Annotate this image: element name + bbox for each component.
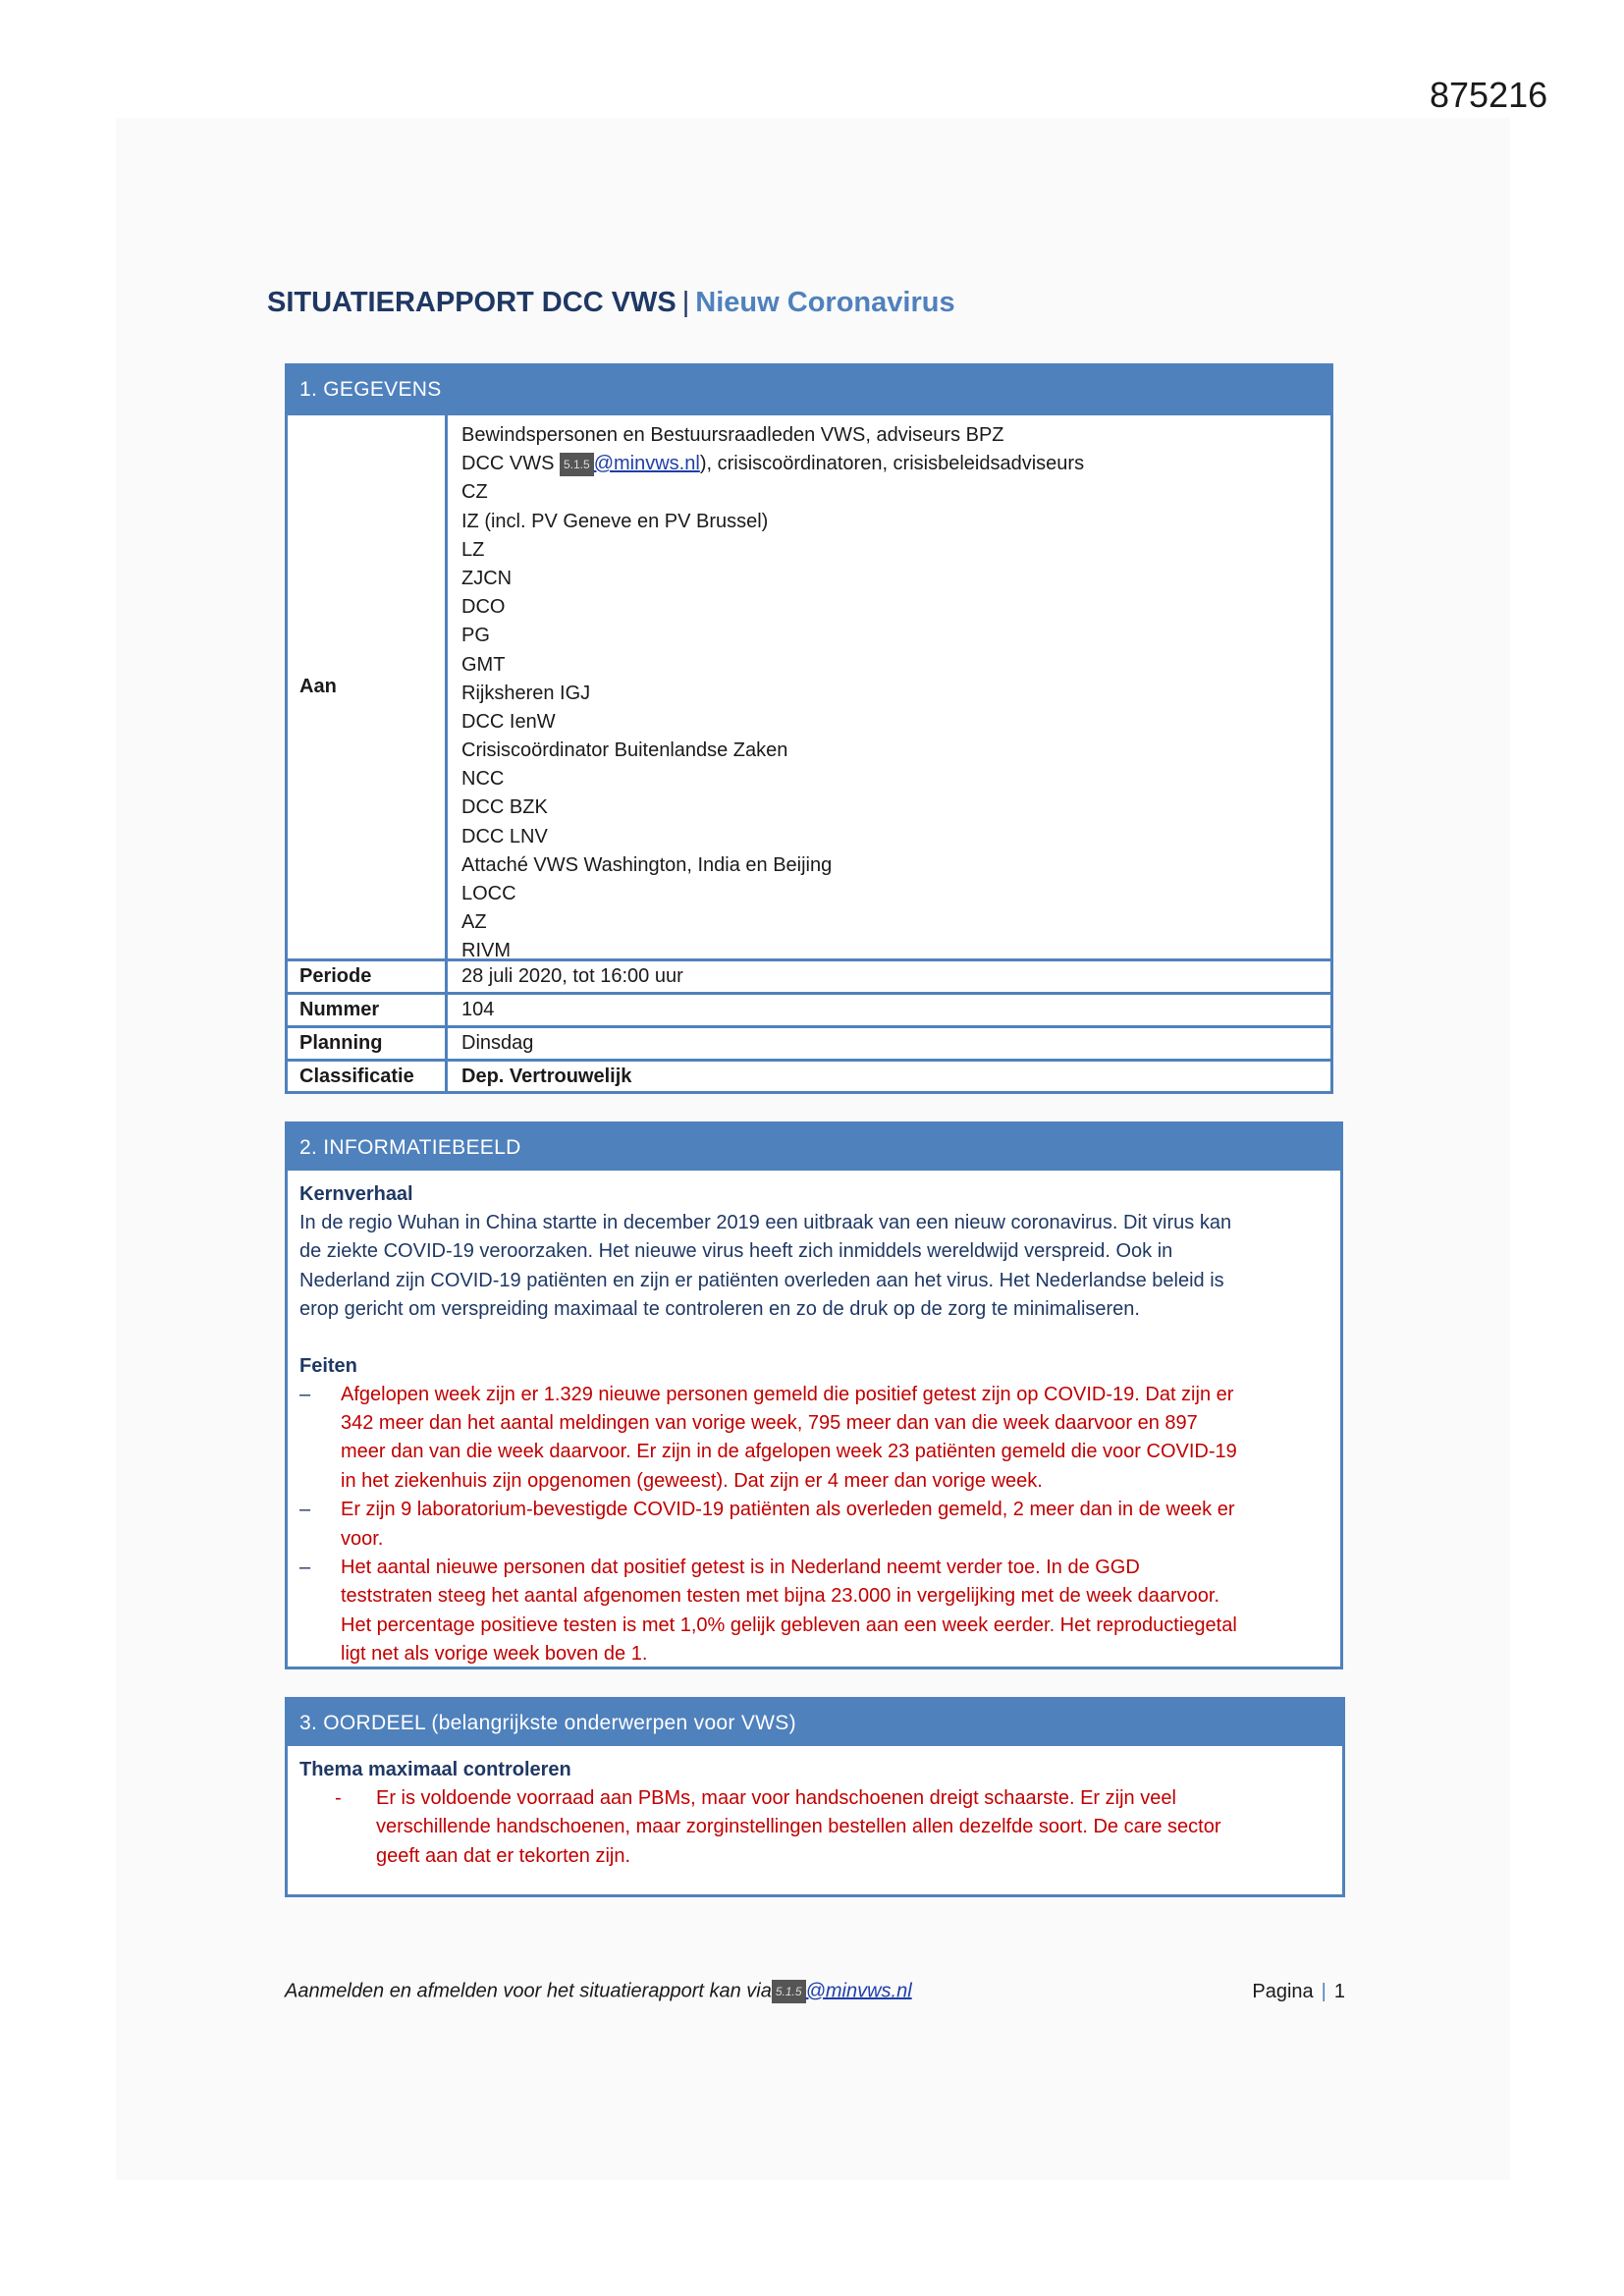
text-line: 342 meer dan het aantal meldingen van vorige week, 795 meer dan van die week daarvoor en 897: [341, 1412, 1198, 1435]
recipient-list: [461, 478, 1330, 965]
oordeel-bullet: [299, 1784, 1330, 1871]
bullet-dash: –: [299, 1499, 311, 1521]
recipient-line: AZ: [461, 911, 487, 934]
recipient-line: LZ: [461, 538, 485, 561]
feiten-heading: Feiten: [299, 1354, 357, 1377]
feiten-bullet: [299, 1381, 1328, 1497]
classificatie-value: Dep. Vertrouwelijk: [461, 1066, 632, 1087]
text-line: Afgelopen week zijn er 1.329 nieuwe personen gemeld die positief getest zijn op COVID-19. Dat zijn er: [341, 1383, 1234, 1405]
redaction-marker: 5.1.5: [560, 453, 594, 476]
kernverhaal-text: [299, 1209, 1328, 1325]
recipient-suffix: ), crisiscoördinatoren, crisisbeleidsadviseurs: [699, 453, 1085, 475]
nummer-label: Nummer: [288, 995, 448, 1025]
document-number: 875216: [1430, 75, 1548, 115]
bullet-dash: –: [299, 1557, 311, 1579]
report-title: [267, 287, 955, 319]
row-periode: [288, 958, 1330, 992]
recipient-line: CZ: [461, 481, 488, 504]
text-line: voor.: [341, 1527, 384, 1550]
planning-label: Planning: [288, 1028, 448, 1059]
classificatie-label: Classificatie: [288, 1062, 448, 1092]
recipient-line: Attaché VWS Washington, India en Beijing: [461, 853, 833, 876]
recipient-line: GMT: [461, 653, 506, 676]
section-oordeel-heading: 3. OORDEEL (belangrijkste onderwerpen voor VWS): [288, 1700, 1342, 1746]
section-informatiebeeld: [285, 1121, 1343, 1669]
recipient-line: RIVM: [461, 940, 511, 962]
section-gegevens-heading: 1. GEGEVENS: [288, 366, 1330, 412]
report-title-sub: Nieuw Coronavirus: [695, 287, 955, 318]
redaction-marker: 5.1.5: [772, 1980, 806, 2003]
recipient-line: LOCC: [461, 883, 516, 904]
kernverhaal-heading: Kernverhaal: [299, 1183, 413, 1205]
report-title-main: SITUATIERAPPORT DCC VWS: [267, 287, 677, 318]
page-label: Pagina: [1252, 1980, 1314, 2002]
footer-email-link[interactable]: @minvws.nl: [805, 1980, 912, 2002]
text-line: Het aantal nieuwe personen dat positief getest is in Nederland neemt verder toe. In de GGD: [341, 1557, 1140, 1579]
page-footer: [285, 1980, 1345, 2003]
text-line: ligt net als vorige week boven de 1.: [341, 1643, 648, 1666]
section-gegevens: [285, 363, 1333, 1094]
text-line: Er is voldoende voorraad aan PBMs, maar voor handschoenen dreigt schaarste. Er zijn veel: [376, 1787, 1176, 1809]
text-line: Het percentage positieve testen is met 1,0% gelijk gebleven aan een week eerder. Het reproductiegetal: [341, 1613, 1237, 1636]
page-number: 1: [1333, 1980, 1345, 2002]
bullet-dash: –: [299, 1383, 311, 1405]
text-line: erop gericht om verspreiding maximaal te controleren en zo de druk op de zorg te minimaliseren.: [299, 1298, 1140, 1321]
page-separator: |: [1321, 1980, 1326, 2002]
thema-heading: Thema maximaal controleren: [299, 1759, 571, 1780]
footer-subscribe-text: [285, 1980, 912, 2003]
aan-recipients: [448, 415, 1330, 962]
recipient-prefix: DCC VWS: [461, 453, 560, 475]
recipient-line-dcc-vws: [461, 450, 1330, 478]
text-line: Nederland zijn COVID-19 patiënten en zijn er patiënten overleden aan het virus. Het Nederlandse beleid is: [299, 1269, 1224, 1291]
section-oordeel: [285, 1697, 1345, 1897]
recipient-line: DCO: [461, 596, 506, 619]
row-planning: [288, 1025, 1330, 1059]
periode-value: 28 juli 2020, tot 16:00 uur: [461, 965, 683, 987]
text-line: Er zijn 9 laboratorium-bevestigde COVID-19 patiënten als overleden gemeld, 2 meer dan in de week er: [341, 1499, 1235, 1521]
recipient-line: NCC: [461, 768, 505, 791]
text-line: teststraten steeg het aantal afgenomen testen met bijna 23.000 in vergelijking met de week daarvoor.: [341, 1585, 1219, 1608]
feiten-bullet: [299, 1554, 1328, 1669]
row-nummer: [288, 992, 1330, 1025]
recipient-line: ZJCN: [461, 567, 513, 589]
section-informatiebeeld-heading: 2. INFORMATIEBEELD: [288, 1124, 1340, 1171]
feiten-bullet: [299, 1496, 1328, 1554]
recipient-line: Rijksheren IGJ: [461, 682, 591, 704]
aan-label: Aan: [288, 415, 448, 958]
text-line: geeft aan dat er tekorten zijn.: [376, 1844, 631, 1867]
email-link[interactable]: @minvws.nl: [593, 453, 700, 475]
planning-value: Dinsdag: [461, 1032, 534, 1054]
recipient-line: PG: [461, 625, 490, 647]
recipient-line: Bewindspersonen en Bestuursraadleden VWS, adviseurs BPZ: [461, 424, 1004, 446]
row-aan: [288, 412, 1330, 962]
text-line: in het ziekenhuis zijn opgenomen (geweest). Dat zijn er 4 meer dan vorige week.: [341, 1469, 1043, 1492]
title-separator: |: [681, 287, 690, 318]
text-line: verschillende handschoenen, maar zorginstellingen bestellen allen dezelfde soort. De care sector: [376, 1816, 1221, 1838]
recipient-line: DCC IenW: [461, 710, 556, 733]
text-line: de ziekte COVID-19 veroorzaken. Het nieuwe virus heeft zich inmiddels wereldwijd verspreid. Ook in: [299, 1240, 1173, 1263]
bullet-dash: -: [335, 1787, 342, 1809]
text-line: meer dan van die week daarvoor. Er zijn in de afgelopen week 23 patiënten gemeld die voor COVID-19: [341, 1441, 1237, 1463]
recipient-line: DCC BZK: [461, 796, 548, 819]
recipient-line: DCC LNV: [461, 825, 548, 847]
footer-text: Aanmelden en afmelden voor het situatierapport kan via: [285, 1980, 772, 2002]
text-line: In de regio Wuhan in China startte in december 2019 een uitbraak van een nieuw coronavirus. Dit virus kan: [299, 1212, 1232, 1233]
recipient-line: IZ (incl. PV Geneve en PV Brussel): [461, 510, 769, 532]
row-classificatie: [288, 1059, 1330, 1092]
page-indicator: [1252, 1981, 1345, 2003]
nummer-value: 104: [461, 999, 495, 1020]
recipient-line: Crisiscoördinator Buitenlandse Zaken: [461, 739, 788, 762]
periode-label: Periode: [288, 961, 448, 992]
